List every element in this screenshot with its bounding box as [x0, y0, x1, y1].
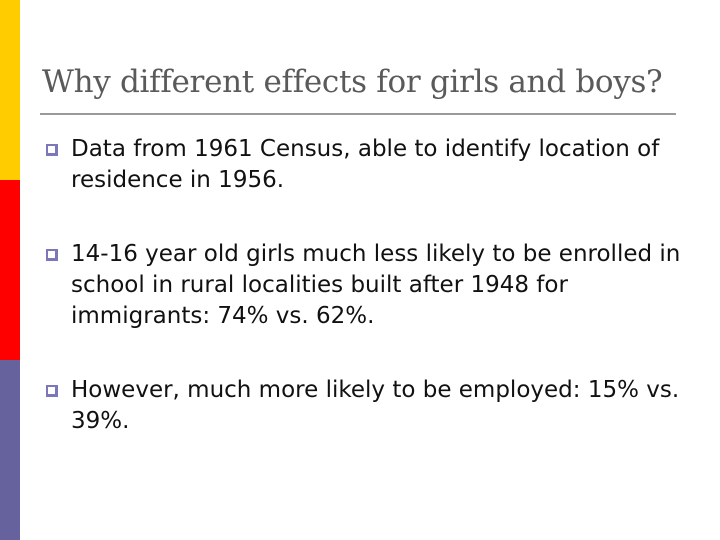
bullet-item	[46, 134, 686, 196]
square-bullet-icon	[46, 144, 58, 156]
square-bullet-icon	[46, 385, 58, 397]
bullet-item	[46, 239, 686, 332]
title-underline	[40, 113, 676, 115]
sidebar-segment-yellow	[0, 0, 20, 180]
square-bullet-icon	[46, 249, 58, 261]
bullet-list	[46, 134, 686, 437]
bullet-text: Data from 1961 Census, able to identify location of residence in 1956.	[71, 136, 660, 193]
sidebar-segment-purple	[0, 360, 20, 540]
bullet-item	[46, 375, 686, 437]
sidebar-color-bar	[0, 0, 20, 540]
bullet-text: However, much more likely to be employed: 15% vs. 39%.	[71, 377, 680, 434]
bullet-text: 14-16 year old girls much less likely to be enrolled in school in rural localities built after 1948 for immigrants: 74% vs. 62%.	[71, 241, 681, 329]
slide-title: Why different effects for girls and boys?	[42, 64, 663, 100]
sidebar-segment-red	[0, 180, 20, 360]
